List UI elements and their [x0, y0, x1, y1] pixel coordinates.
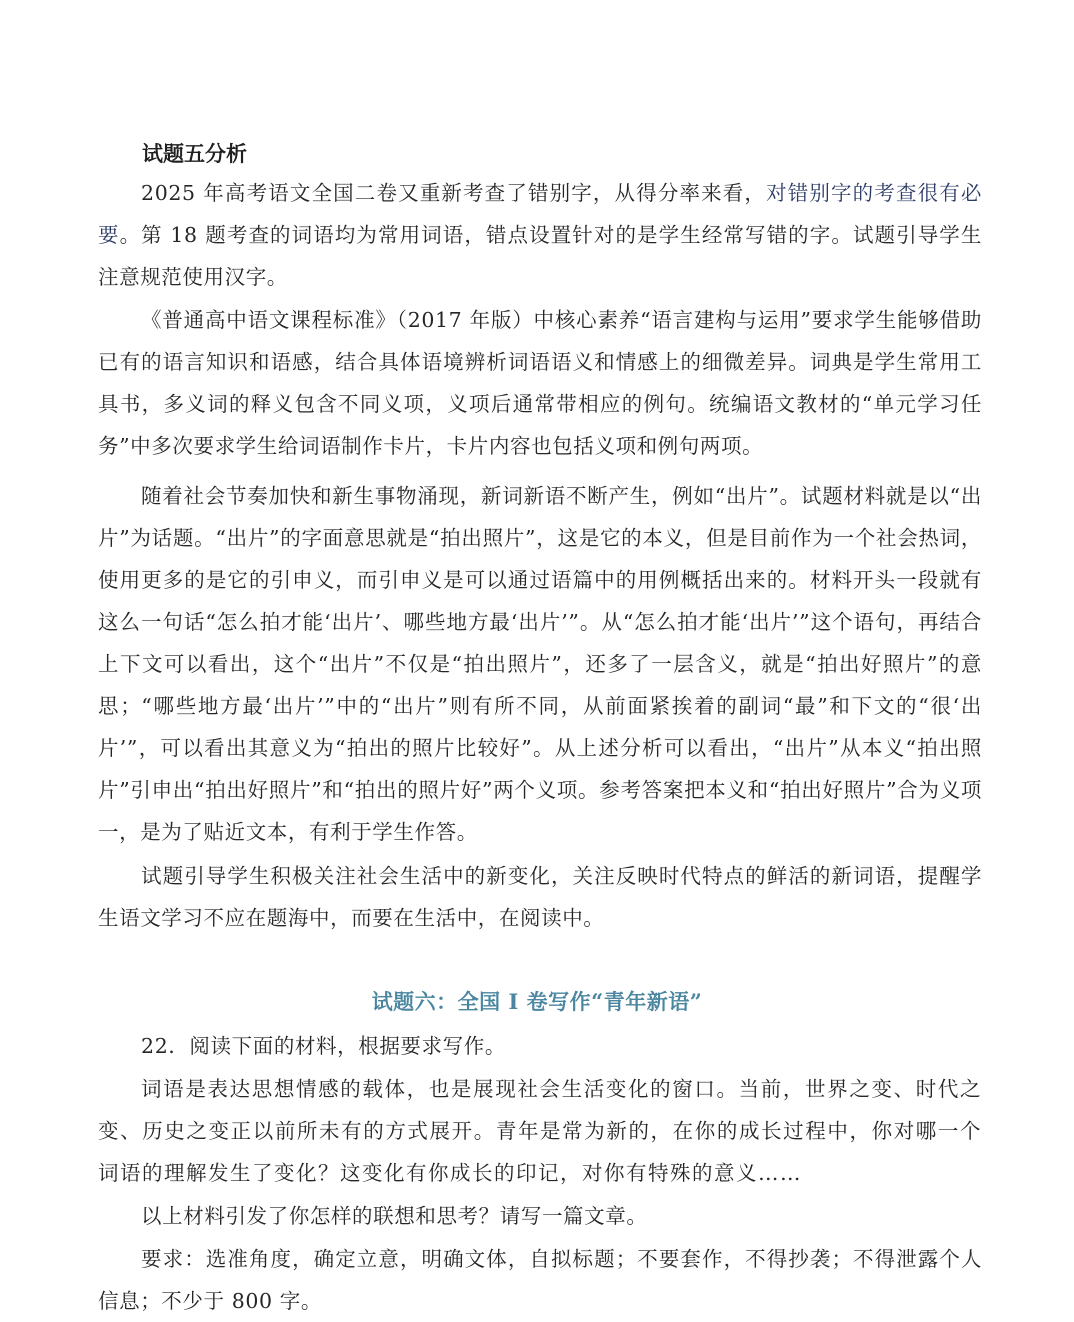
paragraph-text-end: 。第 18 题考查的词语均为常用词语，错点设置针对的是学生经常写错的字。试题引导学生注意规范使用汉字。: [98, 223, 982, 289]
section5-paragraph-3: [98, 475, 982, 853]
paragraph-text: 22．阅读下面的材料，根据要求写作。: [141, 1034, 506, 1058]
paragraph-text: 《普通高中语文课程标准》（2017 年版）中核心素养“语言建构与运用”要求学生能够借助已有的语言知识和语感，结合具体语境辨析词语语义和情感上的细微差异。词典是学生常用工具书，多义词的释义包含不同义项，义项后通常带相应的例句。统编语文教材的“单元学习任务”中多次要求学生给词语制作卡片，卡片内容也包括义项和例句两项。: [98, 308, 982, 458]
section6-title: 试题六：全国 I 卷写作“青年新语”: [371, 989, 703, 1014]
section5-paragraph-1: [98, 172, 982, 298]
paragraph-text-start: 2025 年高考语文全国二卷又重新考查了错别字，从得分率来看，: [141, 181, 767, 205]
question-prompt: [98, 1195, 982, 1237]
question-material: [98, 1068, 982, 1194]
paragraph-text: [98, 172, 982, 298]
paragraph-text: 随着社会节奏加快和新生事物涌现，新词新语不断产生，例如“出片”。试题材料就是以“出片”为话题。“出片”的字面意思就是“拍出照片”，这是它的本义，但是目前作为一个社会热词，使用更多的是它的引申义，而引申义是可以通过语篇中的用例概括出来的。材料开头一段就有这么一句话“怎么拍才能‘出片’、哪些地方最‘出片’”。从“怎么拍才能‘出片’”这个语句，再结合上下文可以看出，这个“出片”不仅是“拍出照片”，还多了一层含义，就是“拍出好照片”的意思；“哪些地方最‘出片’”中的“出片”则有所不同，从前面紧挨着的副词“最”和下文的“很‘出片’”，可以看出其意义为“拍出的照片比较好”。从上述分析可以看出，“出片”从本义“拍出照片”引申出“拍出好照片”和“拍出的照片好”两个义项。参考答案把本义和“拍出好照片”合为义项一，是为了贴近文本，有利于学生作答。: [98, 484, 982, 844]
section5-heading: 试题五分析: [142, 141, 247, 166]
paragraph-text: 词语是表达思想情感的载体，也是展现社会生活变化的窗口。当前，世界之变、时代之变、历史之变正以前所未有的方式展开。青年是常为新的，在你的成长过程中，你对哪一个词语的理解发生了变化？这变化有你成长的印记，对你有特殊的意义……: [98, 1077, 982, 1185]
paragraph-text: 试题引导学生积极关注社会生活中的新变化，关注反映时代特点的鲜活的新词语，提醒学生语文学习不应在题海中，而要在生活中，在阅读中。: [98, 864, 982, 930]
question-intro: [98, 1025, 982, 1067]
highlighted-phrase: 对错别字的考查很有必要: [98, 181, 982, 247]
paragraph-text: 以上材料引发了你怎样的联想和思考？请写一篇文章。: [141, 1204, 648, 1228]
section5-paragraph-4: [98, 855, 982, 939]
paragraph-text: 要求：选准角度，确定立意，明确文体，自拟标题；不要套作，不得抄袭；不得泄露个人信息；不少于 800 字。: [98, 1247, 982, 1313]
section5-paragraph-2: [98, 299, 982, 467]
question-requirement: [98, 1238, 982, 1322]
